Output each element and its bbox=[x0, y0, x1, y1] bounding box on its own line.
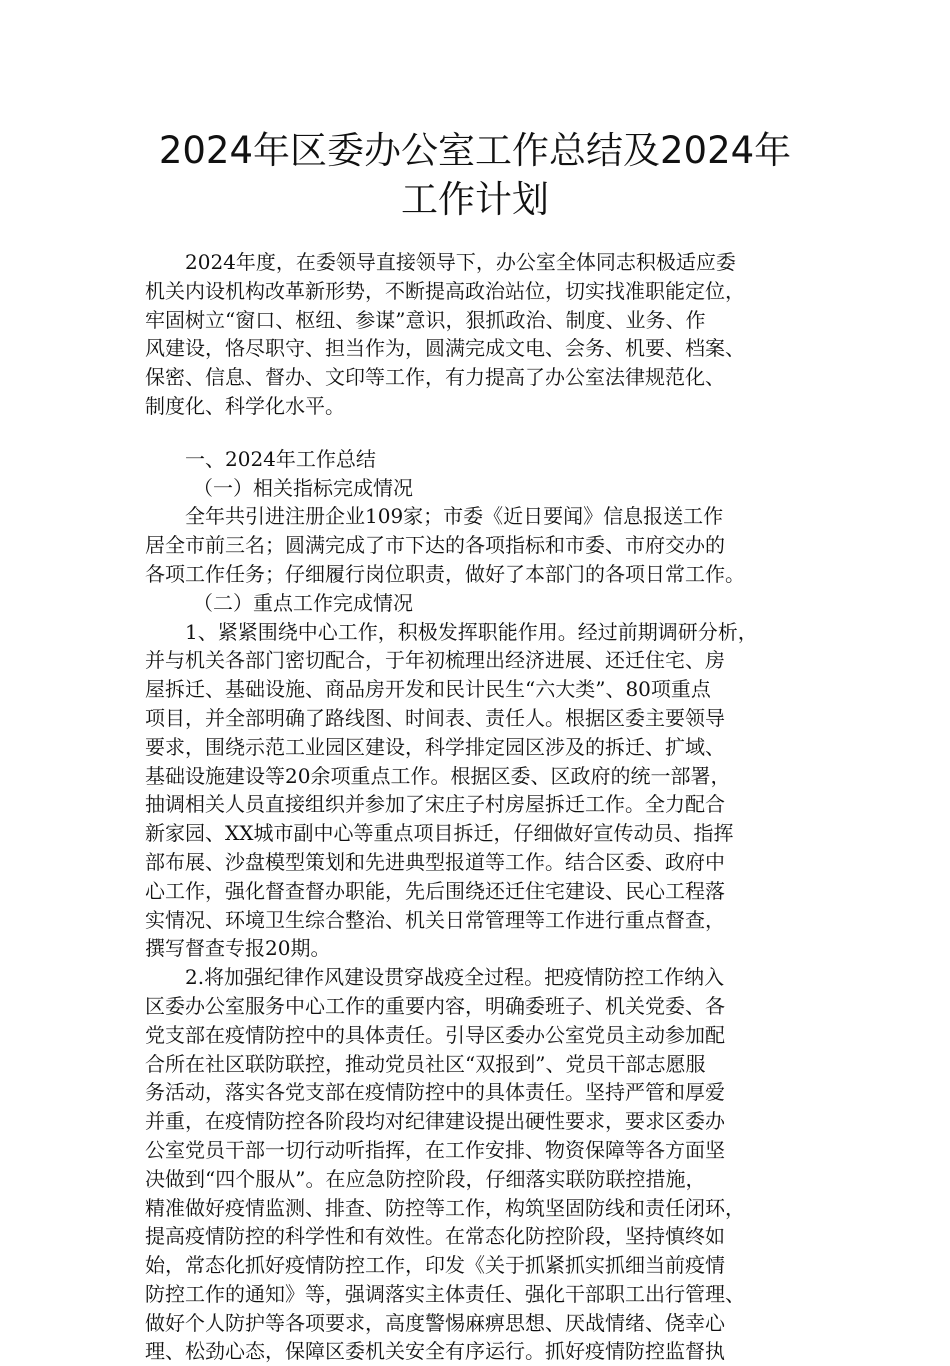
text-line: 1、紧紧围绕中心工作，积极发挥职能作用。经过前期调研分析， bbox=[185, 619, 758, 644]
subsection-heading: （一）相关指标完成情况 bbox=[193, 475, 413, 500]
text-line: 牢固树立“窗口、枢纽、参谋”意识，狠抓政治、制度、业务、作 bbox=[145, 307, 706, 332]
text-line: 公室党员干部一切行动听指挥，在工作安排、物资保障等各方面坚 bbox=[145, 1137, 725, 1162]
text-line: 2024年度，在委领导直接领导下，办公室全体同志积极适应委 bbox=[185, 250, 736, 274]
text-line: 保密、信息、督办、文印等工作，有力提高了办公室法律规范化、 bbox=[145, 365, 725, 390]
paragraph-gap bbox=[145, 421, 835, 445]
text-line: 要求，围绕示范工业园区建设，科学排定园区涉及的拆迁、扩域、 bbox=[145, 734, 725, 759]
text-line: 并与机关各部门密切配合，于年初梳理出经济进展、还迁住宅、房 bbox=[145, 648, 725, 673]
document-body bbox=[145, 248, 835, 1366]
text-line: 区委办公室服务中心工作的重要内容，明确委班子、机关党委、各 bbox=[145, 993, 725, 1018]
item1-paragraph bbox=[145, 618, 835, 964]
text-line: 始，常态化抓好疫情防控工作，印发《关于抓紧抓实抓细当前疫情 bbox=[145, 1253, 725, 1278]
text-line: 抽调相关人员直接组织并参加了宋庄子村房屋拆迁工作。全力配合 bbox=[145, 792, 725, 817]
text-line: 提高疫情防控的科学性和有效性。在常态化防控阶段，坚持慎终如 bbox=[145, 1224, 725, 1249]
text-line: 屋拆迁、基础设施、商品房开发和民计民生“六大类”、80项重点 bbox=[145, 677, 711, 702]
text-line: 新家园、XX城市副中心等重点项目拆迁，仔细做好宣传动员、指挥 bbox=[145, 821, 734, 846]
text-line: 基础设施建设等20余项重点工作。根据区委、区政府的统一部署， bbox=[145, 763, 731, 788]
text-line: 实情况、环境卫生综合整治、机关日常管理等工作进行重点督查， bbox=[145, 907, 725, 932]
item2-paragraph bbox=[145, 963, 835, 1366]
text-line: 决做到“四个服从”。在应急防控阶段，仔细落实联防联控措施， bbox=[145, 1166, 706, 1191]
document-title-line1: 2024年区委办公室工作总结及2024年 bbox=[158, 129, 792, 172]
text-line: 项目，并全部明确了路线图、时间表、责任人。根据区委主要领导 bbox=[145, 705, 725, 730]
text-line: 党支部在疫情防控中的具体责任。引导区委办公室党员主动参加配 bbox=[145, 1022, 725, 1047]
text-line: 制度化、科学化水平。 bbox=[145, 393, 345, 418]
text-line: 务活动，落实各党支部在疫情防控中的具体责任。坚持严管和厚爱 bbox=[145, 1080, 725, 1105]
text-line: 风建设，恪尽职守、担当作为，圆满完成文电、会务、机要、档案、 bbox=[145, 336, 745, 361]
text-line: 2.将加强纪律作风建设贯穿战疫全过程。把疫情防控工作纳入 bbox=[185, 965, 725, 990]
sub1-paragraph bbox=[145, 502, 835, 588]
text-line: 并重，在疫情防控各阶段均对纪律建设提出硬性要求，要求区委办 bbox=[145, 1109, 725, 1134]
text-line: 撰写督查专报20期。 bbox=[145, 936, 331, 961]
section-heading: 一、2024年工作总结 bbox=[185, 446, 376, 471]
text-line: 理、松劲心态，保障区委机关安全有序运行。抓好疫情防控监督执 bbox=[145, 1339, 725, 1364]
text-line: 全年共引进注册企业109家；市委《近日要闻》信息报送工作 bbox=[185, 504, 724, 529]
text-line: 做好个人防护等各项要求，高度警惕麻痹思想、厌战情绪、侥幸心 bbox=[145, 1310, 725, 1335]
text-line: 合所在社区联防联控，推动党员社区“双报到”、党员干部志愿服 bbox=[145, 1051, 706, 1076]
subsection-heading: （二）重点工作完成情况 bbox=[193, 590, 413, 615]
text-line: 居全市前三名；圆满完成了市下达的各项指标和市委、市府交办的 bbox=[145, 533, 725, 558]
text-line: 各项工作任务；仔细履行岗位职责，做好了本部门的各项日常工作。 bbox=[145, 561, 745, 586]
text-line: 心工作，强化督查督办职能，先后围绕还迁住宅建设、民心工程落 bbox=[145, 878, 725, 903]
intro-paragraph bbox=[145, 248, 835, 421]
document-title-line2: 工作计划 bbox=[401, 178, 549, 221]
text-line: 机关内设机构改革新形势，不断提高政治站位，切实找准职能定位， bbox=[145, 278, 745, 303]
text-line: 部布展、沙盘模型策划和先进典型报道等工作。结合区委、政府中 bbox=[145, 849, 725, 874]
text-line: 精准做好疫情监测、排查、防控等工作，构筑坚固防线和责任闭环， bbox=[145, 1195, 745, 1220]
text-line: 防控工作的通知》等，强调落实主体责任、强化干部职工出行管理、 bbox=[145, 1281, 745, 1306]
